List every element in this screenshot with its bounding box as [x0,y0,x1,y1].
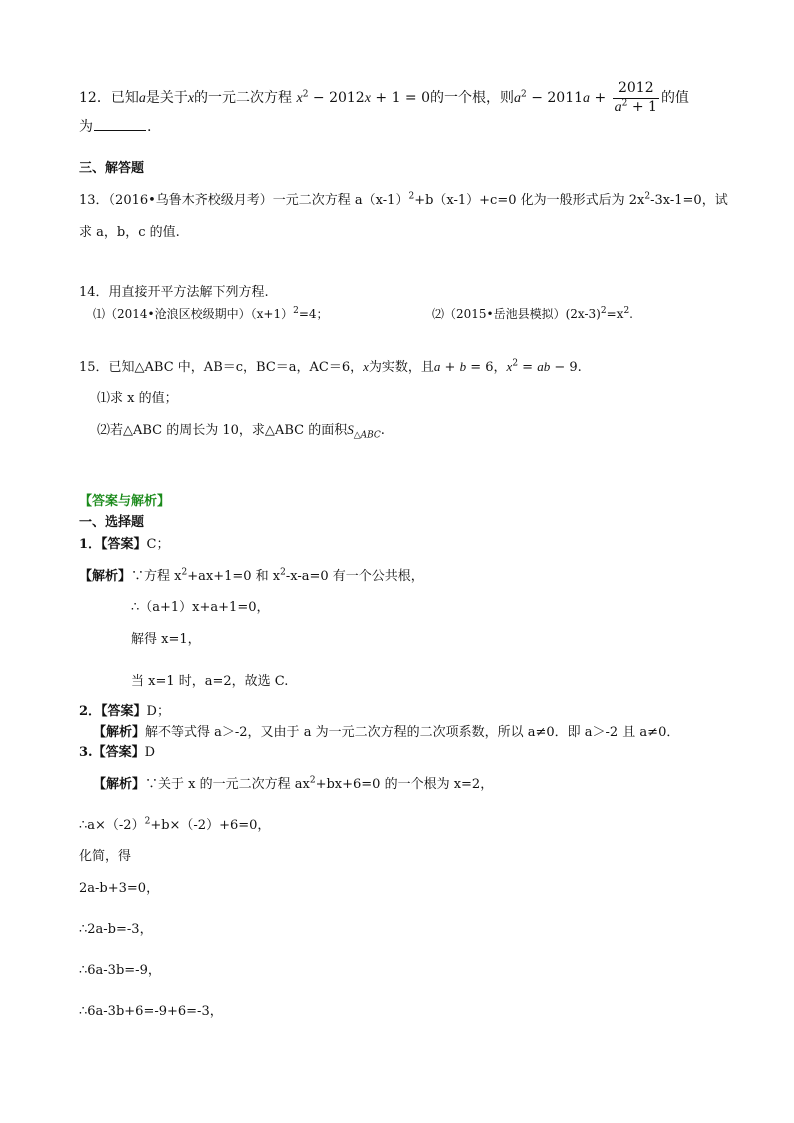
answer-1-step: 解得 x=1， [131,632,201,647]
q12-text: 的值 [660,90,689,106]
q13-line1: 13．（2016•乌鲁木齐校级月考）一元二次方程 $a(x-1)^2+b(x-1)+c=0$ 化为一般形式后为 $2x^2-3x-1=0$，试 [79,191,728,208]
section-title: 三、解答题 [79,161,145,176]
answer-2: 2．【答案】D； [79,704,170,719]
q12-text: 是关于 [145,90,188,106]
q12-line2: 为 . [79,119,152,135]
q14-part2: ⑵（2015•岳池县模拟）$(2x-3)^2=x^2$. [432,306,633,321]
answer-3-step: 2a-b+3=0， [79,881,160,896]
answer-3-step: ∴2a-b=-3， [79,922,153,937]
q12-var-a: a [138,91,146,106]
answer-1-step: 当 x=1 时，a=2，故选 C. [131,674,289,689]
q12-text: 的一个根，则 [430,90,515,106]
q12-expression: $a^2 - 2011a$ + $\frac{2012}{a^2 + 1}$ [514,80,657,115]
q13-line2: 求 a，b，c 的值. [79,225,180,240]
answer-blank [94,130,146,131]
q15-sub2: ⑵若△ABC 的周长为 10，求△ABC 的面积$S_{\triangle ABC}$. [97,422,385,441]
q15-sub1: ⑴求 x 的值； [97,391,178,406]
answer-3-explanation: 【解析】∵关于 x 的一元二次方程 $ax^2+bx+6=0$ 的一个根为 x=2， [93,775,494,792]
answer-3: 3.【答案】D [79,745,156,760]
answer-3-step: ∴6a-3b+6=-9+6=-3， [79,1004,223,1019]
q12-line1 [79,80,689,116]
answer-1: 1．【答案】C； [79,537,170,552]
answer-3-step: 化简，得 [79,849,132,864]
q12-var-x: x [187,91,195,106]
answer-3-step: ∴6a-3b=-9， [79,963,161,978]
q12-equation: $x^2 - 2012x + 1 = 0$ [296,89,431,106]
q14-title: 14．用直接开平方法解下列方程. [79,285,269,300]
answer-1-explanation: 【解析】∵方程 $x^2+ax+1=0$ 和 $x^2-x-a=0$ 有一个公共根， [79,567,424,584]
q12-fraction: $\frac{2012}{a^2 + 1}$ [614,80,657,115]
answer-1-step: ∴（a+1）x+a+1=0， [131,600,270,615]
q12-text: 12．已知 [79,90,139,106]
q15-line1: 15．已知△ABC 中，AB＝c，BC＝a，AC＝6，x为实数，且a + b = 6，$x^2$ = ab − 9. [79,358,582,375]
answer-3-step: $\therefore a\times(-2)^2+b\times(-2)+6=0$， [79,816,271,833]
q12-text: 的一元二次方程 [194,90,293,106]
answers-header: 【答案与解析】 [79,494,171,509]
answers-section-title: 一、选择题 [79,515,145,530]
answer-2-explanation: 【解析】解不等式得 a＞-2，又由于 a 为一元二次方程的二次项系数，所以 a≠0．即 a＞-2 且 a≠0． [93,725,680,740]
q14-part1: ⑴（2014•沧浪区校级期中）$(x+1)^2=4$； [93,306,329,321]
